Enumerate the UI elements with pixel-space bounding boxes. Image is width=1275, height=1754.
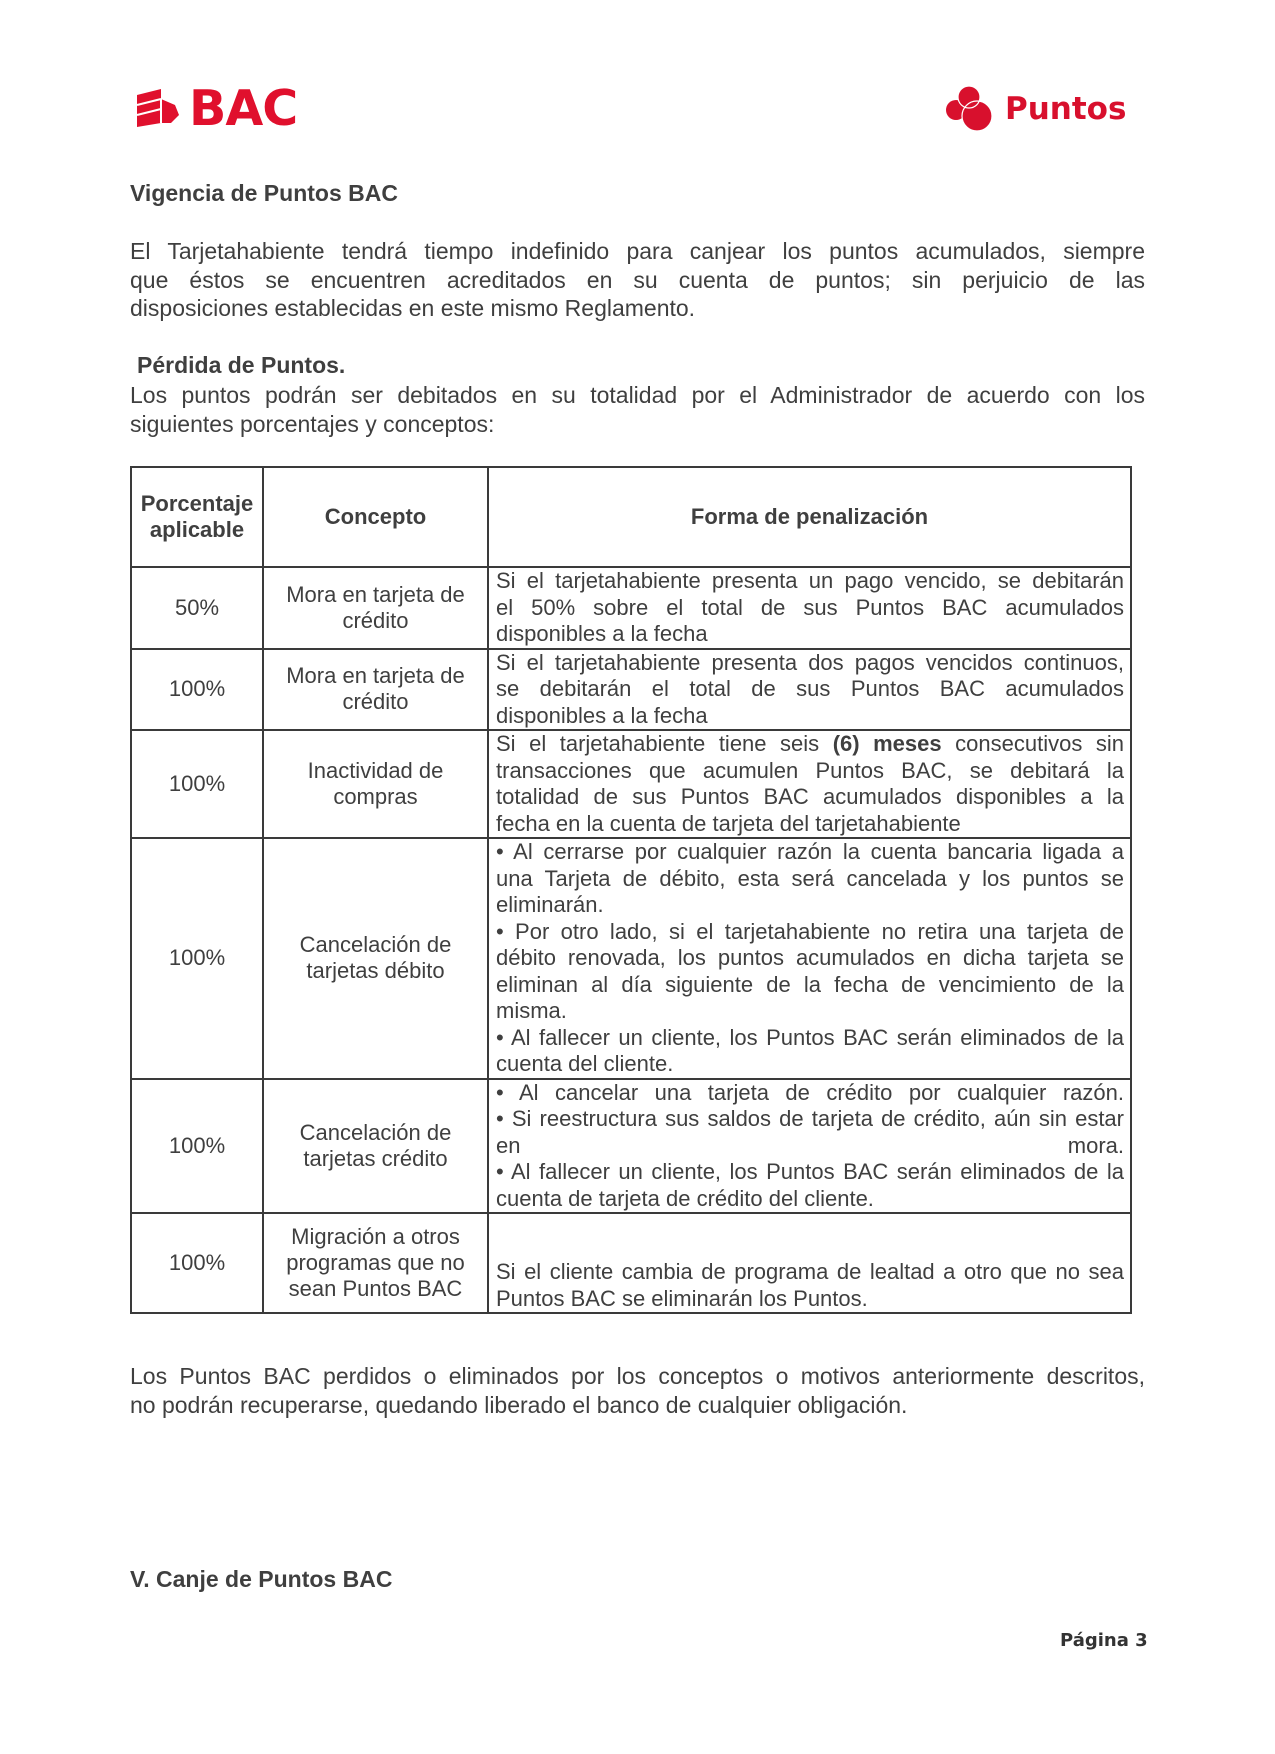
penalty-line: se debitarán el total de sus Puntos BAC acumulados	[496, 676, 1124, 701]
percentage-cell: 100%	[131, 730, 263, 838]
concept-cell	[263, 1213, 488, 1313]
penalty-line: fecha en la cuenta de tarjeta del tarjetahabiente	[496, 810, 961, 836]
table-header-row	[131, 467, 1131, 567]
penalty-line: • Al cancelar una tarjeta de crédito por cualquier razón.	[496, 1079, 1124, 1105]
penalty-line: Si el tarjetahabiente presenta dos pagos vencidos continuos,	[496, 649, 1124, 675]
concept-line: Mora en tarjeta de	[286, 581, 465, 607]
vigencia-paragraph	[130, 237, 1145, 323]
concept-line: tarjetas débito	[306, 958, 445, 984]
concept-line: Cancelación de	[299, 1119, 452, 1145]
penalty-line: eliminarán.	[496, 892, 604, 917]
header-concept: Concepto	[263, 467, 488, 567]
concept-line: compras	[333, 784, 418, 809]
concept-cell	[263, 567, 488, 649]
concept-line: Cancelación de	[299, 932, 452, 958]
header-text: Porcentaje	[140, 491, 254, 516]
concept-cell	[263, 730, 488, 838]
penalty-line: • Al fallecer un cliente, los Puntos BAC serán eliminados de la	[496, 1159, 1124, 1184]
penalty-text: Si el tarjetahabiente tiene seis	[496, 731, 833, 756]
penalty-line: cuenta del cliente.	[496, 1051, 674, 1076]
penalty-cell	[488, 1079, 1131, 1214]
section-title-vigencia: Vigencia de Puntos BAC	[130, 180, 398, 206]
percentage-cell: 100%	[131, 838, 263, 1079]
table-row	[131, 1213, 1131, 1313]
penalty-line: en mora.	[496, 1132, 1124, 1158]
concept-line: programas que no	[286, 1250, 465, 1275]
concept-line: crédito	[342, 689, 409, 715]
penalty-cell	[488, 838, 1131, 1079]
penalty-bold-text: (6)	[832, 731, 860, 756]
penalty-line: • Al fallecer un cliente, los Puntos BAC serán eliminados de la	[496, 1024, 1124, 1050]
penalty-bold-text: meses	[873, 731, 942, 756]
concept-cell	[263, 838, 488, 1079]
penalty-line: cuenta de tarjeta de crédito del cliente.	[496, 1185, 874, 1211]
percentage-cell: 100%	[131, 1213, 263, 1313]
penalty-line: misma.	[496, 998, 567, 1023]
percentage-cell: 50%	[131, 567, 263, 649]
bac-wordmark: BAC	[189, 79, 298, 137]
table-row	[131, 567, 1131, 649]
paragraph-line: siguientes porcentajes y conceptos:	[130, 410, 495, 437]
concept-line: Inactividad de	[307, 758, 444, 783]
penalty-line: Puntos BAC se eliminarán los Puntos.	[496, 1285, 868, 1311]
penalty-line: disponibles a la fecha	[496, 702, 708, 728]
penalty-line: disponibles a la fecha	[496, 621, 708, 646]
puntos-wordmark: Puntos	[1005, 90, 1127, 127]
table-row	[131, 730, 1131, 838]
percentage-cell: 100%	[131, 649, 263, 731]
penalty-line: el 50% sobre el total de sus Puntos BAC acumulados	[496, 594, 1124, 620]
penalty-line: eliminan al día siguiente de la fecha de vencimiento de la	[496, 971, 1124, 997]
penalty-cell	[488, 1213, 1131, 1313]
concept-line: Migración a otros	[291, 1224, 460, 1249]
header-percentage	[131, 467, 263, 567]
penalty-table	[130, 466, 1132, 1314]
table-row	[131, 649, 1131, 731]
penalty-line: Si el cliente cambia de programa de lealtad a otro que no sea	[496, 1259, 1124, 1284]
paragraph-line: El Tarjetahabiente tendrá tiempo indefinido para canjear los puntos acumulados, siempre	[130, 238, 1145, 264]
three-circles-icon	[945, 83, 997, 135]
penalty-line: • Al cerrarse por cualquier razón la cuenta bancaria ligada a	[496, 839, 1124, 864]
concept-line: Mora en tarjeta de	[286, 663, 465, 689]
header-text: aplicable	[149, 517, 245, 542]
page-number: Página 3	[1060, 1630, 1148, 1651]
paragraph-line: no podrán recuperarse, quedando liberado el banco de cualquier obligación.	[130, 1391, 908, 1418]
penalty-line: totalidad de sus Puntos BAC acumulados disponibles a la	[496, 784, 1124, 809]
concept-line: tarjetas crédito	[303, 1145, 448, 1171]
penalty-line: una Tarjeta de débito, esta será cancelada y los puntos se	[496, 865, 1124, 891]
penalty-line: Si el tarjetahabiente presenta un pago vencido, se debitarán	[496, 568, 1124, 593]
bac-building-icon	[135, 87, 181, 129]
concept-line: sean Puntos BAC	[288, 1276, 463, 1301]
penalty-line: • Si reestructura sus saldos de tarjeta de crédito, aún sin estar	[496, 1106, 1124, 1131]
penalty-line: débito renovada, los puntos acumulados en dicha tarjeta se	[496, 945, 1124, 970]
penalty-line	[496, 731, 1124, 758]
header-penalty: Forma de penalización	[488, 467, 1131, 567]
concept-cell	[263, 649, 488, 731]
concept-line: crédito	[342, 607, 409, 633]
penalty-text	[860, 731, 874, 756]
penalty-cell	[488, 730, 1131, 838]
puntos-logo	[945, 82, 1126, 136]
penalty-line: transacciones que acumulen Puntos BAC, se debitará la	[496, 757, 1124, 783]
paragraph-line: disposiciones establecidas en este mismo Reglamento.	[130, 295, 696, 321]
percentage-cell: 100%	[131, 1079, 263, 1214]
penalty-cell	[488, 567, 1131, 649]
section-title-canje: V. Canje de Puntos BAC	[130, 1566, 393, 1592]
table-row	[131, 1079, 1131, 1214]
penalty-cell	[488, 649, 1131, 731]
paragraph-line: Los puntos podrán ser debitados en su totalidad por el Administrador de acuerdo con los	[130, 382, 1145, 408]
bac-logo	[135, 79, 305, 137]
paragraph-line: que éstos se encuentren acreditados en su cuenta de puntos; sin perjuicio de las	[130, 266, 1145, 293]
penalty-text: consecutivos sin	[941, 731, 1124, 756]
concept-cell	[263, 1079, 488, 1214]
table-row	[131, 838, 1131, 1079]
perdida-paragraph	[130, 381, 1145, 438]
penalty-line: • Por otro lado, si el tarjetahabiente no retira una tarjeta de	[496, 918, 1124, 944]
section-title-perdida: Pérdida de Puntos.	[137, 352, 346, 378]
closing-paragraph	[130, 1362, 1145, 1419]
paragraph-line: Los Puntos BAC perdidos o eliminados por los conceptos o motivos anteriormente descritos,	[130, 1363, 1145, 1389]
